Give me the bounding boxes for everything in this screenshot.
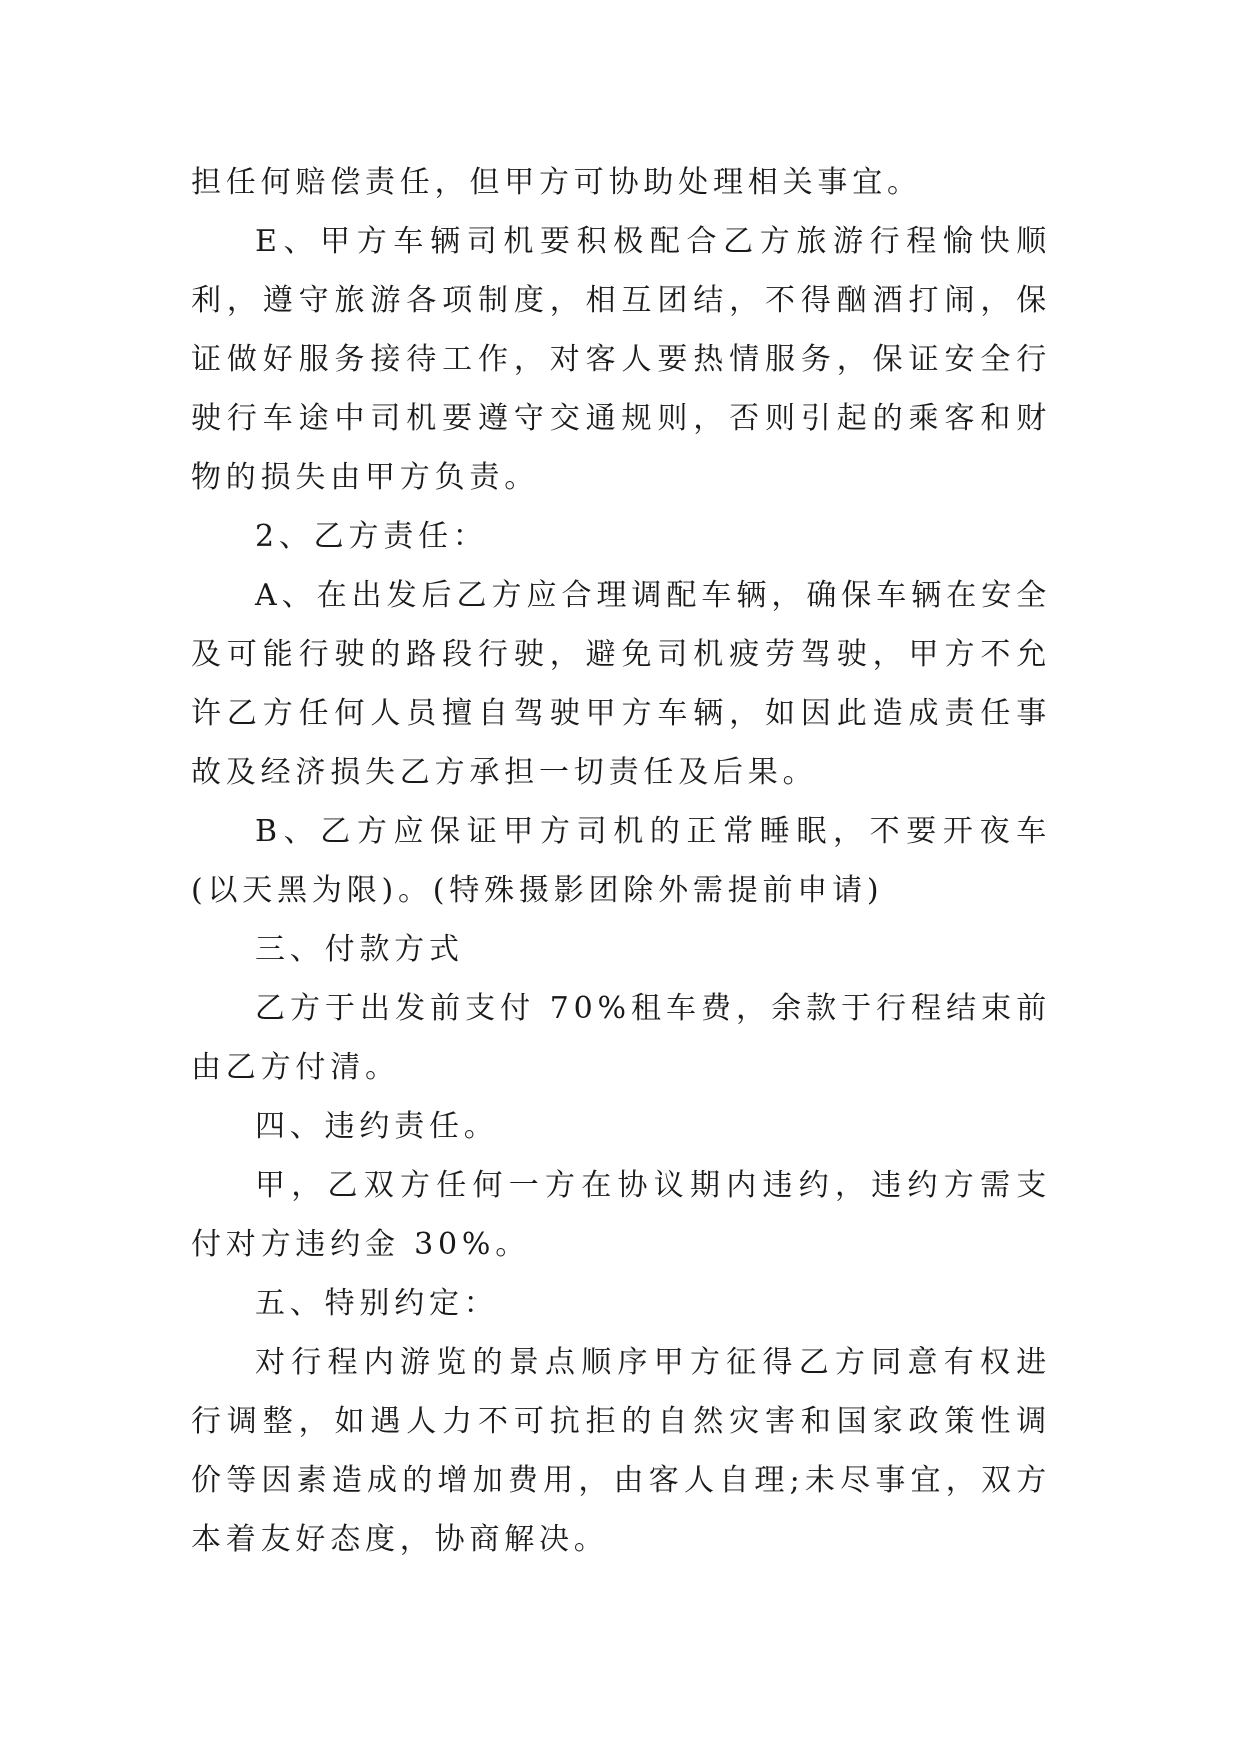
paragraph-clause-a: A、在出发后乙方应合理调配车辆，确保车辆在安全及可能行驶的路段行驶，避免司机疲劳驾驶，甲方不允许乙方任何人员擅自驾驶甲方车辆，如因此造成责任事故及经济损失乙方承担一切责任及后果。	[191, 578, 1051, 790]
heading-payment-method: 三、付款方式	[255, 932, 464, 967]
paragraph-special-terms: 对行程内游览的景点顺序甲方征得乙方同意有权进行调整，如遇人力不可抗拒的自然灾害和国家政策性调价等因素造成的增加费用，由客人自理;未尽事宜，双方本着友好态度，协商解决。	[191, 1345, 1051, 1557]
paragraph-payment-terms: 乙方于出发前支付 70%租车费，余款于行程结束前由乙方付清。	[191, 991, 1051, 1085]
paragraph-liability-continued: 担任何赔偿责任，但甲方可协助处理相关事宜。	[191, 165, 922, 200]
paragraph-breach-terms: 甲，乙双方任何一方在协议期内违约，违约方需支付对方违约金 30%。	[191, 1168, 1051, 1262]
paragraph-clause-e: E、甲方车辆司机要积极配合乙方旅游行程愉快顺利，遵守旅游各项制度，相互团结，不得酗酒打闹，保证做好服务接待工作，对客人要热情服务，保证安全行驶行车途中司机要遵守交通规则，否则引起的乘客和财物的损失由甲方负责。	[191, 224, 1051, 495]
heading-party-b-responsibility: 2、乙方责任：	[255, 519, 488, 554]
heading-breach-liability: 四、违约责任。	[255, 1109, 499, 1144]
document-body	[191, 153, 1051, 1569]
paragraph-clause-b: B、乙方应保证甲方司机的正常睡眠，不要开夜车(以天黑为限)。(特殊摄影团除外需提前申请)	[191, 814, 1051, 908]
heading-special-agreement: 五、特别约定：	[255, 1286, 499, 1321]
